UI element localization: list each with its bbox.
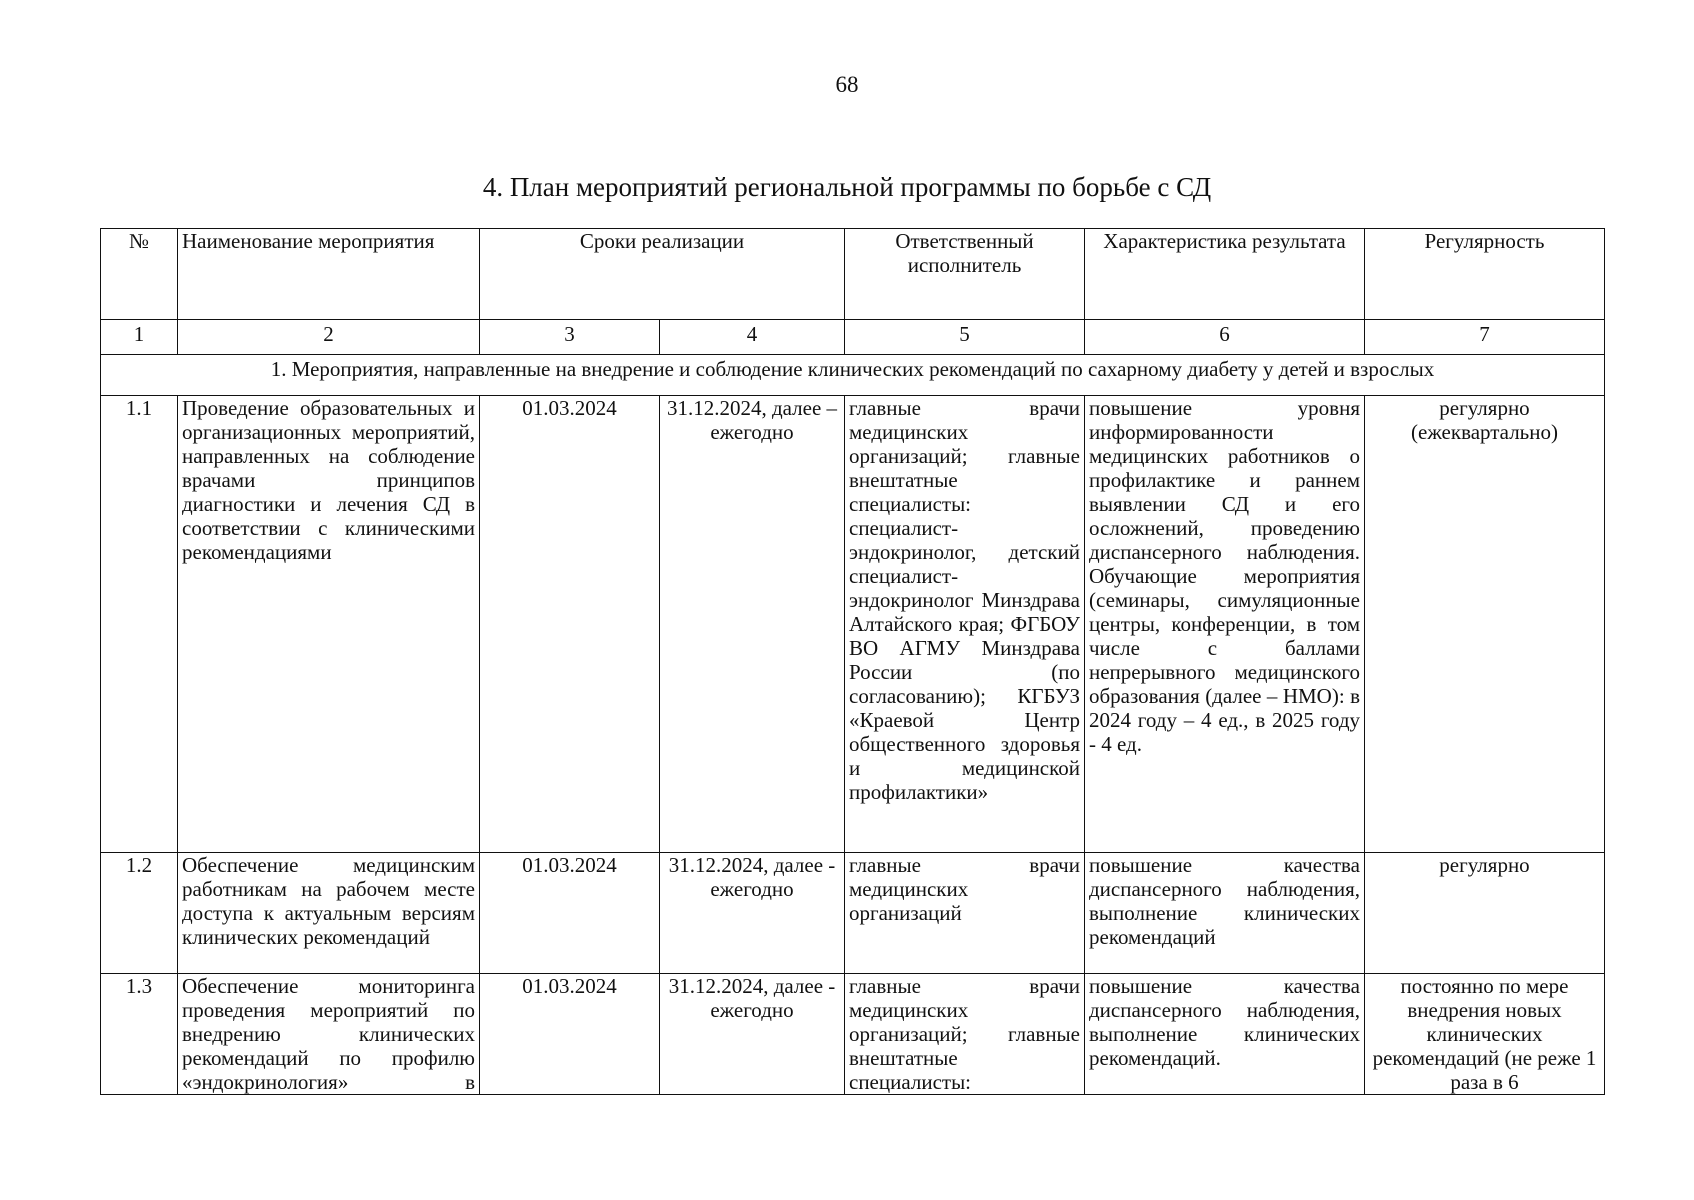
column-number: 7	[1365, 320, 1605, 355]
row-number: 1.3	[101, 974, 178, 1095]
column-number: 4	[660, 320, 845, 355]
header-name: Наименование мероприятия	[178, 229, 480, 320]
column-number: 5	[845, 320, 1085, 355]
column-number: 3	[480, 320, 660, 355]
end-date: 31.12.2024, далее – ежегодно	[660, 396, 845, 853]
activity-plan-table	[100, 228, 1605, 1095]
header-dates: Сроки реализации	[480, 229, 845, 320]
header-responsible: Ответственный исполнитель	[845, 229, 1085, 320]
responsible-executor: главные врачи медицинских организаций; главные внештатные специалисты:	[845, 974, 1085, 1095]
section-row	[101, 355, 1605, 396]
column-number-row	[101, 320, 1605, 355]
header-result: Характеристика результата	[1085, 229, 1365, 320]
result-description: повышение качества диспансерного наблюдения, выполнение клинических рекомендаций	[1085, 853, 1365, 974]
result-description: повышение качества диспансерного наблюдения, выполнение клинических рекомендаций.	[1085, 974, 1365, 1095]
activity-name: Проведение образовательных и организационных мероприятий, направленных на соблюдение врачами принципов диагностики и лечения СД в соответствии с клиническими рекомендациями	[178, 396, 480, 853]
responsible-executor: главные врачи медицинских организаций	[845, 853, 1085, 974]
regularity: регулярно (ежеквартально)	[1365, 396, 1605, 853]
start-date: 01.03.2024	[480, 853, 660, 974]
row-number: 1.1	[101, 396, 178, 853]
responsible-executor: главные врачи медицинских организаций; главные внештатные специалисты: специалист-эндокринолог, детский специалист-эндокринолог Минздрава Алтайского края; ФГБОУ ВО АГМУ Минздрава России (по согласованию); КГБУЗ «Краевой Центр общественного здоровья и медицинской профилактики»	[845, 396, 1085, 853]
start-date: 01.03.2024	[480, 396, 660, 853]
table-row	[101, 853, 1605, 974]
activity-name: Обеспечение медицинским работникам на рабочем месте доступа к актуальным версиям клинических рекомендаций	[178, 853, 480, 974]
start-date: 01.03.2024	[480, 974, 660, 1095]
end-date: 31.12.2024, далее - ежегодно	[660, 853, 845, 974]
page-number: 68	[835, 72, 859, 97]
header-regularity: Регулярность	[1365, 229, 1605, 320]
result-description: повышение уровня информированности медицинских работников о профилактике и раннем выявлении СД и его осложнений, проведению диспансерного наблюдения. Обучающие мероприятия (семинары, симуляционные центры, конференции, в том числе с баллами непрерывного медицинского образования (далее – НМО): в 2024 году – 4 ед., в 2025 году - 4 ед.	[1085, 396, 1365, 853]
regularity: постоянно по мере внедрения новых клинических рекомендаций (не реже 1 раза в 6	[1365, 974, 1605, 1095]
table-row	[101, 974, 1605, 1095]
table-header-row	[101, 229, 1605, 320]
header-num: №	[101, 229, 178, 320]
column-number: 1	[101, 320, 178, 355]
row-number: 1.2	[101, 853, 178, 974]
activity-name: Обеспечение мониторинга проведения мероприятий по внедрению клинических рекомендаций по профилю «эндокринология» в	[178, 974, 480, 1095]
section-title: 1. Мероприятия, направленные на внедрение и соблюдение клинических рекомендаций по сахарному диабету у детей и взрослых	[101, 355, 1605, 396]
regularity: регулярно	[1365, 853, 1605, 974]
column-number: 2	[178, 320, 480, 355]
document-title: 4. План мероприятий региональной программы по борьбе с СД	[482, 172, 1212, 202]
column-number: 6	[1085, 320, 1365, 355]
end-date: 31.12.2024, далее - ежегодно	[660, 974, 845, 1095]
table-row	[101, 396, 1605, 853]
